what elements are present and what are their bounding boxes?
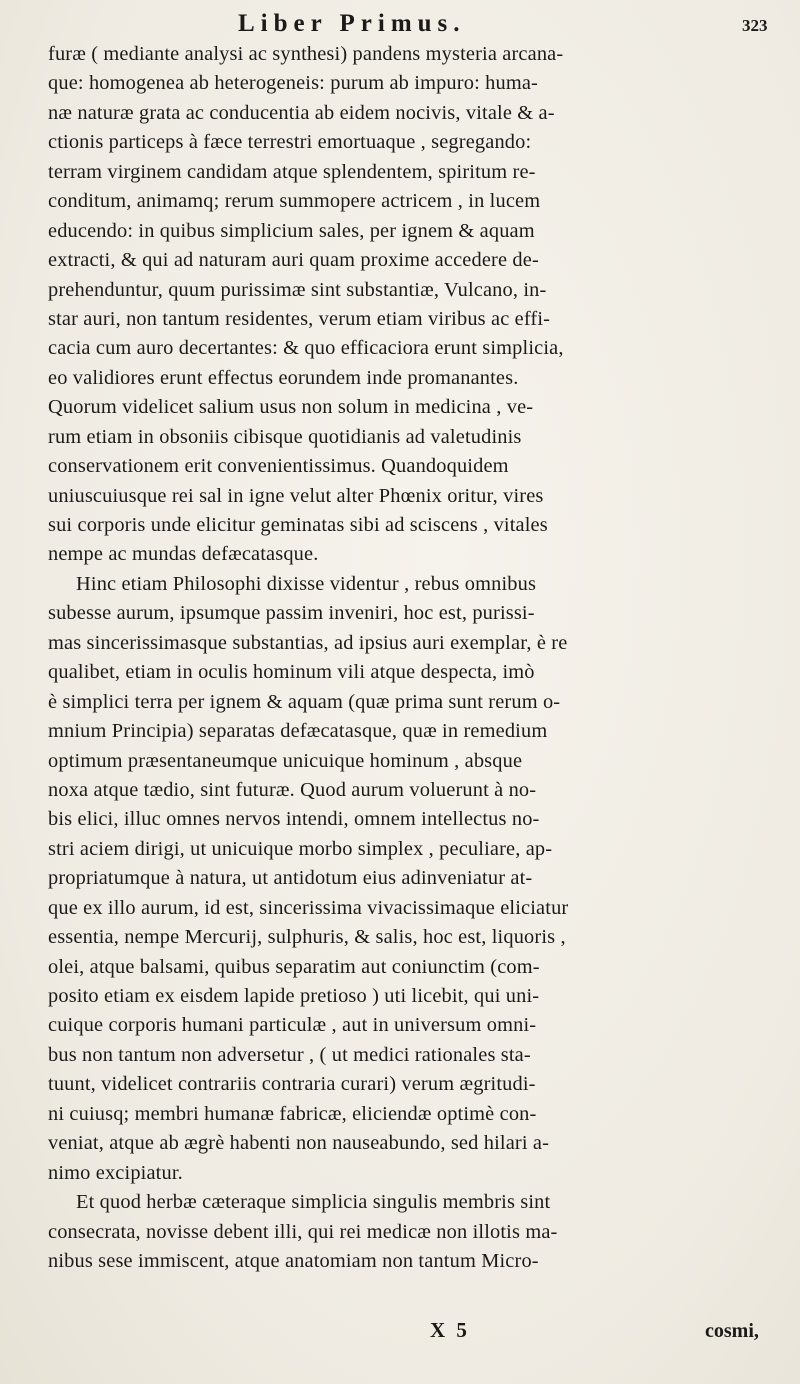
- text-line: Hinc etiam Philosophi dixisse videntur , rebus omnibus: [76, 572, 537, 595]
- text-line: nimo excipiatur.: [48, 1161, 183, 1184]
- text-line: veniat, atque ab ægrè habenti non nauseabundo, sed hilari a-: [48, 1132, 550, 1155]
- catchword: cosmi,: [705, 1320, 759, 1342]
- text-line: ni cuiusq; membri humanæ fabricæ, eliciendæ optimè con-: [48, 1102, 537, 1125]
- text-line: è simplici terra per ignem & aquam (quæ prima sunt rerum o-: [48, 690, 561, 713]
- text-line: bus non tantum non adversetur , ( ut medici rationales sta-: [48, 1043, 531, 1066]
- text-line: bis elici, illuc omnes nervos intendi, omnem intellectus no-: [48, 808, 540, 831]
- signature-mark: X 5: [430, 1318, 470, 1342]
- text-line: cacia cum auro decertantes: & quo efficaciora erunt simplicia,: [48, 337, 564, 360]
- running-title: Liber Primus.: [238, 10, 466, 37]
- text-line: nempe ac mundas defæcatasque.: [48, 543, 319, 566]
- text-line: terram virginem candidam atque splendentem, spiritum re-: [48, 160, 536, 183]
- text-line: uniuscuiusque rei sal in igne velut alter Phœnix oritur, vires: [48, 484, 544, 507]
- text-line: educendo: in quibus simplicium sales, per ignem & aquam: [48, 219, 535, 242]
- text-line: cuique corporis humani particulæ , aut in universum omni-: [48, 1014, 537, 1037]
- text-line: sui corporis unde elicitur geminatas sibi ad sciscens , vitales: [48, 514, 548, 536]
- text-line: star auri, non tantum residentes, verum etiam viribus ac effi-: [48, 307, 551, 330]
- text-line: conservationem erit convenientissimus. Quandoquidem: [48, 455, 509, 478]
- text-line: Quorum videlicet salium usus non solum in medicina , ve-: [48, 396, 534, 419]
- text-line: Et quod herbæ cæteraque simplicia singulis membris sint: [76, 1191, 551, 1214]
- text-line: furæ ( mediante analysi ac synthesi) pandens mysteria arcana-: [48, 43, 564, 65]
- text-line: prehenduntur, quum purissimæ sint substantiæ, Vulcano, in-: [48, 278, 547, 301]
- text-line: qualibet, etiam in oculis hominum vili atque despecta, imò: [48, 661, 535, 684]
- page-number: 323: [742, 16, 768, 35]
- text-line: stri aciem dirigi, ut unicuique morbo simplex , peculiare, ap-: [48, 837, 553, 860]
- text-line: olei, atque balsami, quibus separatim aut coniunctim (com-: [48, 955, 540, 978]
- body-text: [48, 40, 770, 1276]
- text-line: tuunt, videlicet contrariis contraria curari) verum ægritudi-: [48, 1073, 536, 1096]
- text-line: propriatumque à natura, ut antidotum eius adinveniatur at-: [48, 867, 533, 890]
- text-line: rum etiam in obsoniis cibisque quotidianis ad valetudinis: [48, 425, 522, 448]
- text-line: subesse aurum, ipsumque passim inveniri, hoc est, purissi-: [48, 602, 535, 625]
- text-line: ctionis particeps à fæce terrestri emortuaque , segregando:: [48, 131, 532, 154]
- text-line: eo validiores erunt effectus eorundem inde promanantes.: [48, 366, 519, 389]
- text-line: næ naturæ grata ac conducentia ab eidem nocivis, vitale & a-: [48, 101, 555, 124]
- text-line: mas sincerissimasque substantias, ad ipsius auri exemplar, è re: [48, 631, 568, 654]
- text-line: noxa atque tædio, sint futuræ. Quod aurum voluerunt à no-: [48, 778, 537, 801]
- text-line: extracti, & qui ad naturam auri quam proxime accedere de-: [48, 249, 539, 272]
- text-line: optimum præsentaneumque unicuique hominum , absque: [48, 749, 523, 772]
- text-line: que ex illo aurum, id est, sincerissima vivacissimaque eliciatur: [48, 896, 569, 919]
- text-line: posito etiam ex eisdem lapide pretioso ) uti licebit, qui uni-: [48, 985, 540, 1007]
- text-line: conditum, animamq; rerum summopere actricem , in lucem: [48, 190, 541, 213]
- text-line: essentia, nempe Mercurij, sulphuris, & salis, hoc est, liquoris ,: [48, 926, 566, 949]
- text-line: nibus sese immiscent, atque anatomiam non tantum Micro-: [48, 1249, 539, 1272]
- text-line: que: homogenea ab heterogeneis: purum ab impuro: huma-: [48, 72, 538, 95]
- text-line: mnium Principia) separatas defæcatasque, quæ in remedium: [48, 720, 548, 743]
- text-line: consecrata, novisse debent illi, qui rei medicæ non illotis ma-: [48, 1220, 558, 1243]
- page-footer: [0, 1318, 800, 1358]
